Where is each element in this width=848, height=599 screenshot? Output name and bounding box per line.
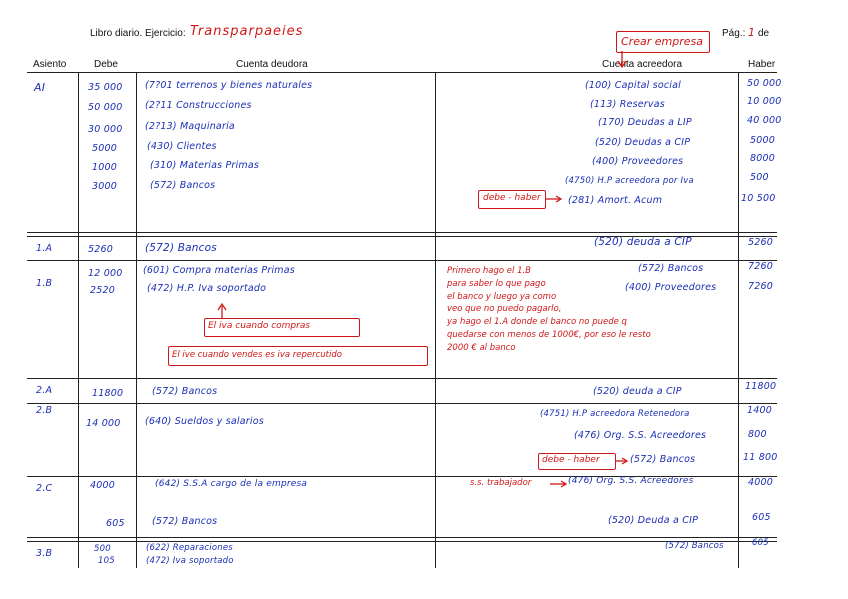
debit-account: (430) Clientes (147, 141, 217, 152)
debit-amount: 5260 (88, 244, 113, 255)
debit-amount: 35 000 (88, 82, 123, 93)
col-haber: Haber (748, 59, 776, 70)
credit-amount: 5000 (750, 135, 775, 146)
asiento-label: AI (34, 81, 46, 94)
credit-account: (476) Org. S.S. Acreedores (574, 430, 707, 441)
credit-amount: 10 500 (741, 193, 776, 204)
debit-account: (310) Materias Primas (150, 160, 259, 171)
credit-account: (572) Bancos (638, 263, 704, 274)
debit-amount: 3000 (92, 181, 117, 192)
credit-account: (113) Reservas (590, 99, 665, 110)
debit-account: (601) Compra materias Primas (143, 265, 295, 276)
credit-account: (520) deuda a CIP (594, 236, 692, 248)
credit-account: (520) deuda a CIP (593, 386, 682, 397)
asiento-label: 1.B (36, 278, 53, 289)
debe-haber-note-1: debe - haber (483, 193, 541, 203)
debit-account: (2?13) Maquinaria (145, 121, 235, 132)
iva-compras-note: El iva cuando compras (208, 321, 311, 331)
debit-amount: 500 (94, 544, 111, 554)
company-name: Transparpaeies (190, 24, 304, 39)
page-label: Pág.: (722, 28, 746, 39)
asiento-label: 3.B (36, 548, 53, 559)
credit-amount: 8000 (750, 153, 775, 164)
explanation-note: Primero hago el 1.B para saber lo que pago el banco y luego ya como veo que no puedo pagarlo, ya hago el 1.A donde el banco no puede q quedarse con menos de 1000€, por eso le resto 2000 € al banco (447, 266, 651, 353)
credit-account: (170) Deudas a LIP (598, 117, 692, 128)
debit-amount: 50 000 (88, 102, 123, 113)
credit-account: (400) Proveedores (592, 156, 684, 167)
col-asiento: Asiento (33, 59, 67, 70)
debit-amount: 1000 (92, 162, 117, 173)
debit-account: (572) Bancos (150, 180, 216, 191)
debit-account: (472) Iva soportado (146, 556, 234, 566)
debit-account: (622) Reparaciones (146, 543, 233, 553)
credit-amount: 500 (750, 172, 769, 183)
debit-amount: 11800 (92, 388, 124, 399)
credit-amount: 40 000 (747, 115, 782, 126)
credit-account: (520) Deudas a CIP (595, 137, 691, 148)
debit-account: (472) H.P. Iva soportado (147, 283, 267, 294)
credit-amount: 11 800 (743, 452, 778, 463)
credit-account: (476) Org. S.S. Acreedores (568, 476, 694, 486)
debit-amount: 4000 (90, 480, 115, 491)
debit-amount: 5000 (92, 143, 117, 154)
credit-amount: 10 000 (747, 96, 782, 107)
credit-account: (281) Amort. Acum (568, 195, 663, 206)
crear-empresa-note: Crear empresa (621, 35, 703, 48)
ss-trabajador-note: s.s. trabajador (470, 478, 532, 488)
debit-amount: 605 (106, 518, 125, 529)
credit-account: (100) Capital social (585, 80, 681, 91)
debit-account: (572) Bancos (145, 242, 217, 254)
credit-amount: 7260 (748, 281, 773, 292)
iva-vendes-note: El ive cuando vendes es iva repercutido (172, 350, 342, 360)
credit-amount: 5260 (748, 237, 773, 248)
credit-account: (572) Bancos (665, 541, 724, 551)
debit-amount: 14 000 (86, 418, 121, 429)
debe-haber-note-2: debe - haber (542, 455, 600, 465)
credit-amount: 605 (752, 512, 771, 523)
debit-account: (572) Bancos (152, 516, 218, 527)
debit-amount: 105 (98, 556, 115, 566)
credit-account: (572) Bancos (630, 454, 696, 465)
credit-amount: 605 (752, 538, 769, 548)
asiento-label: 2.C (36, 483, 53, 494)
debit-amount: 30 000 (88, 124, 123, 135)
debit-account: (642) S.S.A cargo de la empresa (155, 479, 308, 489)
credit-amount: 50 000 (747, 78, 782, 89)
credit-amount: 4000 (748, 477, 773, 488)
asiento-label: 2.A (36, 385, 53, 396)
journal-label: Libro diario. Ejercicio: (90, 28, 186, 39)
debit-account: (572) Bancos (152, 386, 218, 397)
credit-amount: 800 (748, 429, 767, 440)
page-number: 1 (748, 26, 755, 39)
credit-account: (400) Proveedores (625, 282, 717, 293)
debit-account: (2?11 Construcciones (145, 100, 252, 111)
credit-account: (520) Deuda a CIP (608, 515, 699, 526)
page-suffix: de (758, 28, 770, 39)
asiento-label: 1.A (36, 243, 53, 254)
credit-account: (4751) H.P acreedora Retenedora (540, 409, 690, 419)
debit-account: (640) Sueldos y salarios (145, 416, 264, 427)
credit-amount: 1400 (747, 405, 772, 416)
credit-amount: 7260 (748, 261, 773, 272)
col-cuenta-deudora: Cuenta deudora (236, 59, 308, 70)
credit-account: (4750) H.P acreedora por Iva (565, 176, 694, 186)
col-debe: Debe (94, 59, 118, 70)
debit-account: (7?01 terrenos y bienes naturales (145, 80, 313, 91)
col-cuenta-acreedora: Cuenta acreedora (602, 59, 683, 70)
debit-amount: 12 000 (88, 268, 123, 279)
debit-amount: 2520 (90, 285, 115, 296)
asiento-label: 2.B (36, 405, 53, 416)
credit-amount: 11800 (745, 381, 777, 392)
